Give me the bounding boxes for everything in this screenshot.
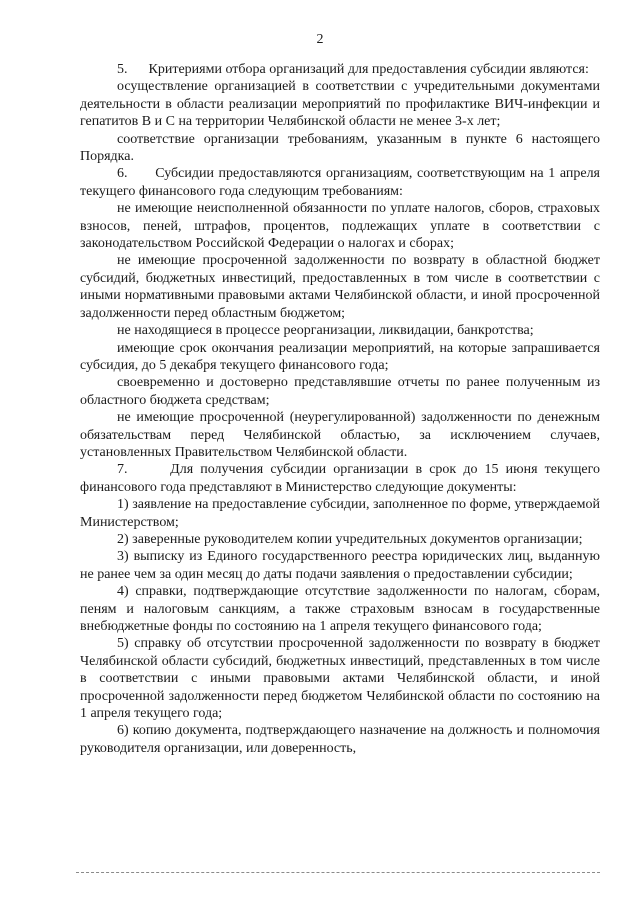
paragraph-criterion-activity: осуществление организацией в соответствии с учредительными документами деятельности в области реализации мероприятий по профилактике ВИЧ-инфекции и гепатитов В и С на территории Челябинской области не менее 3-х лет;	[80, 79, 600, 130]
page-number: 2	[316, 32, 324, 47]
paragraph-criterion-requirements: соответствие организации требованиям, указанным в пункте 6 настоящего Порядка.	[80, 131, 600, 165]
paragraph-doc-3-registry: 3) выписку из Единого государственного реестра юридических лиц, выданную не ранее чем за один месяц до даты подачи заявления о предоставлении субсидии;	[80, 549, 600, 582]
paragraph-5-criteria: 5. Критериями отбора организаций для предоставления субсидии являются:	[117, 62, 589, 77]
paragraph-6-subsidies: 6. Субсидии предоставляются организациям, соответствующим на 1 апреля текущего финансового года следующим требованиям:	[80, 166, 600, 199]
paragraph-req-deadline: имеющие срок окончания реализации мероприятий, на которые запрашивается субсидия, до 5 декабря текущего финансового года;	[80, 340, 600, 373]
footer-divider	[76, 872, 600, 873]
paragraph-req-reports: своевременно и достоверно представлявшие отчеты по ранее полученным из областного бюджета средствам;	[80, 375, 600, 408]
document-body	[80, 61, 600, 757]
paragraph-req-taxes: не имеющие неисполненной обязанности по уплате налогов, сборов, страховых взносов, пеней, штрафов, процентов, подлежащих уплате в соответствии с законодательством Российской Федерации о налогах и сборах;	[80, 201, 600, 252]
paragraph-req-reorganization: не находящиеся в процессе реорганизации, ликвидации, банкротства;	[117, 323, 534, 339]
paragraph-doc-5-debt-certificate: 5) справку об отсутствии просроченной задолженности по возврату в бюджет Челябинской области субсидий, бюджетных инвестиций, представленных в том числе в соответствии с иными правовыми актами Челябинской области, и иной просроченной задолженности перед бюджетом Челябинской области по состоянию на 1 апреля текущего года;	[80, 636, 600, 722]
paragraph-doc-4-tax-certificates: 4) справки, подтверждающие отсутствие задолженности по налогам, сборам, пеням и налоговым санкциям, а также страховым взносам в государственные внебюджетные фонды по состоянию на 1 апреля текущего финансового года;	[80, 584, 600, 634]
paragraph-req-regional-debt: не имеющие просроченной задолженности по возврату в областной бюджет субсидий, бюджетных инвестиций, предоставленных в том числе в соответствии с иными нормативными правовыми актами Челябинской области, и иной просроченной задолженности перед областным бюджетом;	[80, 253, 600, 321]
paragraph-req-obligations: не имеющие просроченной (неурегулированной) задолженности по денежным обязательствам перед Челябинской областью, за исключением случаев, установленных Правительством Челябинской области.	[80, 410, 600, 460]
paragraph-7-documents: 7. Для получения субсидии организации в срок до 15 июня текущего финансового года представляют в Министерство следующие документы:	[80, 462, 600, 495]
paragraph-doc-1-application: 1) заявление на предоставление субсидии, заполненное по форме, утверждаемой Министерством;	[80, 497, 600, 530]
paragraph-doc-6-authority: 6) копию документа, подтверждающего назначение на должность и полномочия руководителя организации, или доверенность,	[80, 723, 600, 756]
paragraph-doc-2-founding: 2) заверенные руководителем копии учредительных документов организации;	[117, 531, 583, 547]
